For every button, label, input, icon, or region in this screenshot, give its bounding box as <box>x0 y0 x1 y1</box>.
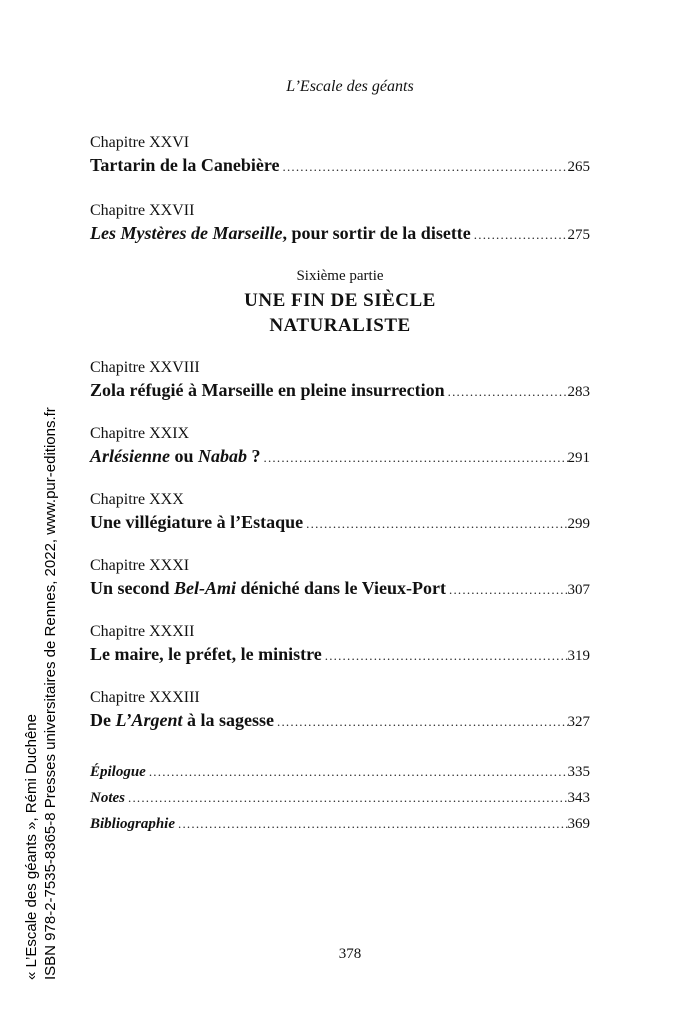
chapter-label: Chapitre XXIX <box>90 425 190 442</box>
dot-leader <box>274 710 567 734</box>
publisher-side-note <box>22 407 60 980</box>
dot-leader <box>261 446 568 470</box>
page-number: 291 <box>567 450 590 466</box>
page-number: 275 <box>567 227 590 243</box>
toc-line <box>90 444 590 468</box>
running-head: L’Escale des géants <box>286 78 414 95</box>
chapter-label: Chapitre XXX <box>90 491 184 508</box>
dot-leader <box>303 512 567 536</box>
chapter-label: Chapitre XXXIII <box>90 689 200 706</box>
chapter-label: Chapitre XXVII <box>90 202 195 219</box>
toc-line <box>90 642 590 666</box>
chapter-title: Tartarin de la Canebière <box>90 155 280 175</box>
toc-line <box>90 153 590 177</box>
dot-leader <box>125 786 568 810</box>
toc-line <box>90 786 590 810</box>
page-number: 327 <box>567 714 590 730</box>
side-note-line-2: ISBN 978-2-7535-8365-8 Presses universitaires de Rennes, 2022, www.pur-editions.fr <box>42 407 59 980</box>
page-number: 299 <box>567 516 590 532</box>
part-heading <box>90 266 590 338</box>
dot-leader <box>445 380 568 404</box>
chapter-label: Chapitre XXXII <box>90 623 195 640</box>
toc-line <box>90 510 590 534</box>
chapter-title: De L’Argent à la sagesse <box>90 710 275 730</box>
dot-leader <box>446 578 567 602</box>
page-number: 343 <box>567 790 590 806</box>
chapter-title: Arlésienne ou Nabab ? <box>90 446 261 466</box>
toc-line <box>90 378 590 402</box>
page-number: 265 <box>567 159 590 175</box>
chapter-title: Une villégiature à l’Estaque <box>90 512 304 532</box>
dot-leader <box>322 644 568 668</box>
toc-entry-chapter-31 <box>90 556 590 600</box>
toc-entry-epilogue <box>90 760 590 784</box>
dot-leader <box>175 812 567 836</box>
toc-entry-notes <box>90 786 590 810</box>
section-title: Bibliographie <box>90 816 176 832</box>
toc-entry-chapter-29 <box>90 424 590 468</box>
toc-entry-bibliographie <box>90 812 590 836</box>
toc-line <box>90 812 590 836</box>
toc-entry-chapter-28 <box>90 358 590 402</box>
chapter-label: Chapitre XXXI <box>90 557 190 574</box>
toc-line <box>90 708 590 732</box>
dot-leader <box>146 760 568 784</box>
toc-entry-chapter-33 <box>90 688 590 732</box>
chapter-title: Un second Bel-Ami déniché dans le Vieux-Port <box>90 578 447 598</box>
page-number: 307 <box>567 582 590 598</box>
dot-leader <box>280 155 568 179</box>
toc-entry-chapter-26 <box>90 133 590 177</box>
page-number: 319 <box>567 648 590 664</box>
part-title-line-2: NATURALISTE <box>269 315 411 336</box>
part-label: Sixième partie <box>296 268 384 284</box>
toc-entry-chapter-27 <box>90 201 590 245</box>
chapter-title: Les Mystères de Marseille, pour sortir de la disette <box>90 223 471 243</box>
toc-line <box>90 221 590 245</box>
section-title: Notes <box>90 790 125 806</box>
chapter-title: Zola réfugié à Marseille en pleine insurrection <box>90 380 445 400</box>
toc-entry-chapter-30 <box>90 490 590 534</box>
toc-entry-chapter-32 <box>90 622 590 666</box>
section-title: Épilogue <box>90 764 146 780</box>
page-number: 335 <box>567 764 590 780</box>
dot-leader <box>471 223 568 247</box>
side-note-line-1: « L’Escale des géants », Rémi Duchêne <box>23 714 40 980</box>
toc-line <box>90 576 590 600</box>
page-folio: 378 <box>338 946 362 962</box>
part-title-line-1: UNE FIN DE SIÈCLE <box>244 290 436 311</box>
chapter-label: Chapitre XXVIII <box>90 359 200 376</box>
chapter-title: Le maire, le préfet, le ministre <box>90 644 322 664</box>
toc-line <box>90 760 590 784</box>
page-number: 369 <box>567 816 590 832</box>
page-number: 283 <box>567 384 590 400</box>
chapter-label: Chapitre XXVI <box>90 134 190 151</box>
